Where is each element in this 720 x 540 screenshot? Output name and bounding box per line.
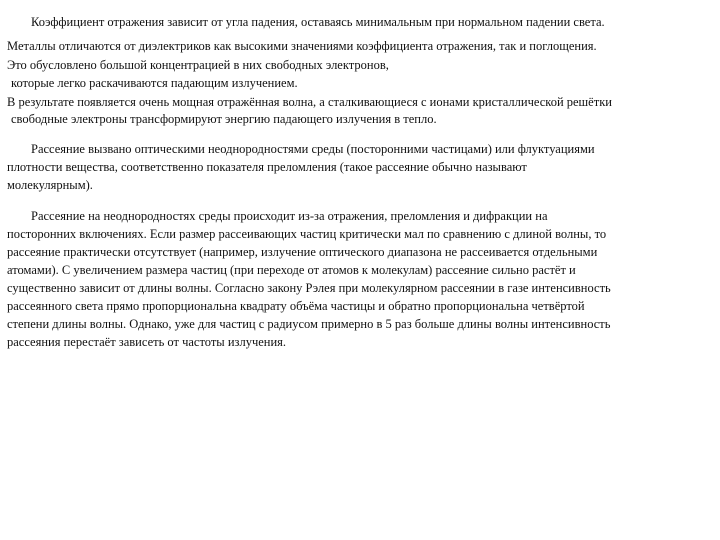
paragraph-1-line-4: которые легко раскачиваются падающим излучением. xyxy=(11,76,298,90)
paragraph-3-line-1: Рассеяние на неоднородностях среды происходит из-за отражения, преломления и дифракции на xyxy=(31,209,548,223)
paragraph-2-line-2: плотности вещества, соответственно показателя преломления (такое рассеяние обычно называют xyxy=(7,160,527,174)
paragraph-3-line-2: посторонних включениях. Если размер рассеивающих частиц критически мал по сравнению с длиной волны, то xyxy=(7,227,607,241)
paragraph-3-line-5: существенно зависит от длины волны. Согласно закону Рэлея при молекулярном рассеянии в газе интенсивность xyxy=(7,281,611,295)
paragraph-1-line-2: Металлы отличаются от диэлектриков как высокими значениями коэффициента отражения, так и поглощения. xyxy=(7,39,597,53)
paragraph-3-line-8: рассеяния перестаёт зависеть от частоты излучения. xyxy=(7,335,287,349)
paragraph-1-line-6: свободные электроны трансформируют энергию падающего излучения в тепло. xyxy=(11,112,437,126)
paragraph-2-line-3: молекулярным). xyxy=(7,178,93,192)
paragraph-1-line-5: В результате появляется очень мощная отражённая волна, а сталкивающиеся с ионами кристаллической решётки xyxy=(7,95,612,109)
paragraph-3-line-3: рассеяние практически отсутствует (например, излучение оптического диапазона не рассеивается отдельными xyxy=(7,245,598,259)
paragraph-2-line-1: Рассеяние вызвано оптическими неоднородностями среды (посторонними частицами) или флуктуациями xyxy=(31,142,595,156)
paragraph-1-line-3: Это обусловлено большой концентрацией в них свободных электронов, xyxy=(7,58,389,72)
paragraph-1-line-1: Коэффициент отражения зависит от угла падения, оставаясь минимальным при нормальном падении света. xyxy=(31,15,605,29)
paragraph-3-line-7: степени длины волны. Однако, уже для частиц с радиусом примерно в 5 раз больше длины волны интенсивность xyxy=(7,317,611,331)
paragraph-3-line-4: атомами). С увеличением размера частиц (при переходе от атомов к молекулам) рассеяние сильно растёт и xyxy=(7,263,576,277)
paragraph-3-line-6: рассеянного света прямо пропорциональна квадрату объёма частицы и обратно пропорциональна четвёртой xyxy=(7,299,585,313)
